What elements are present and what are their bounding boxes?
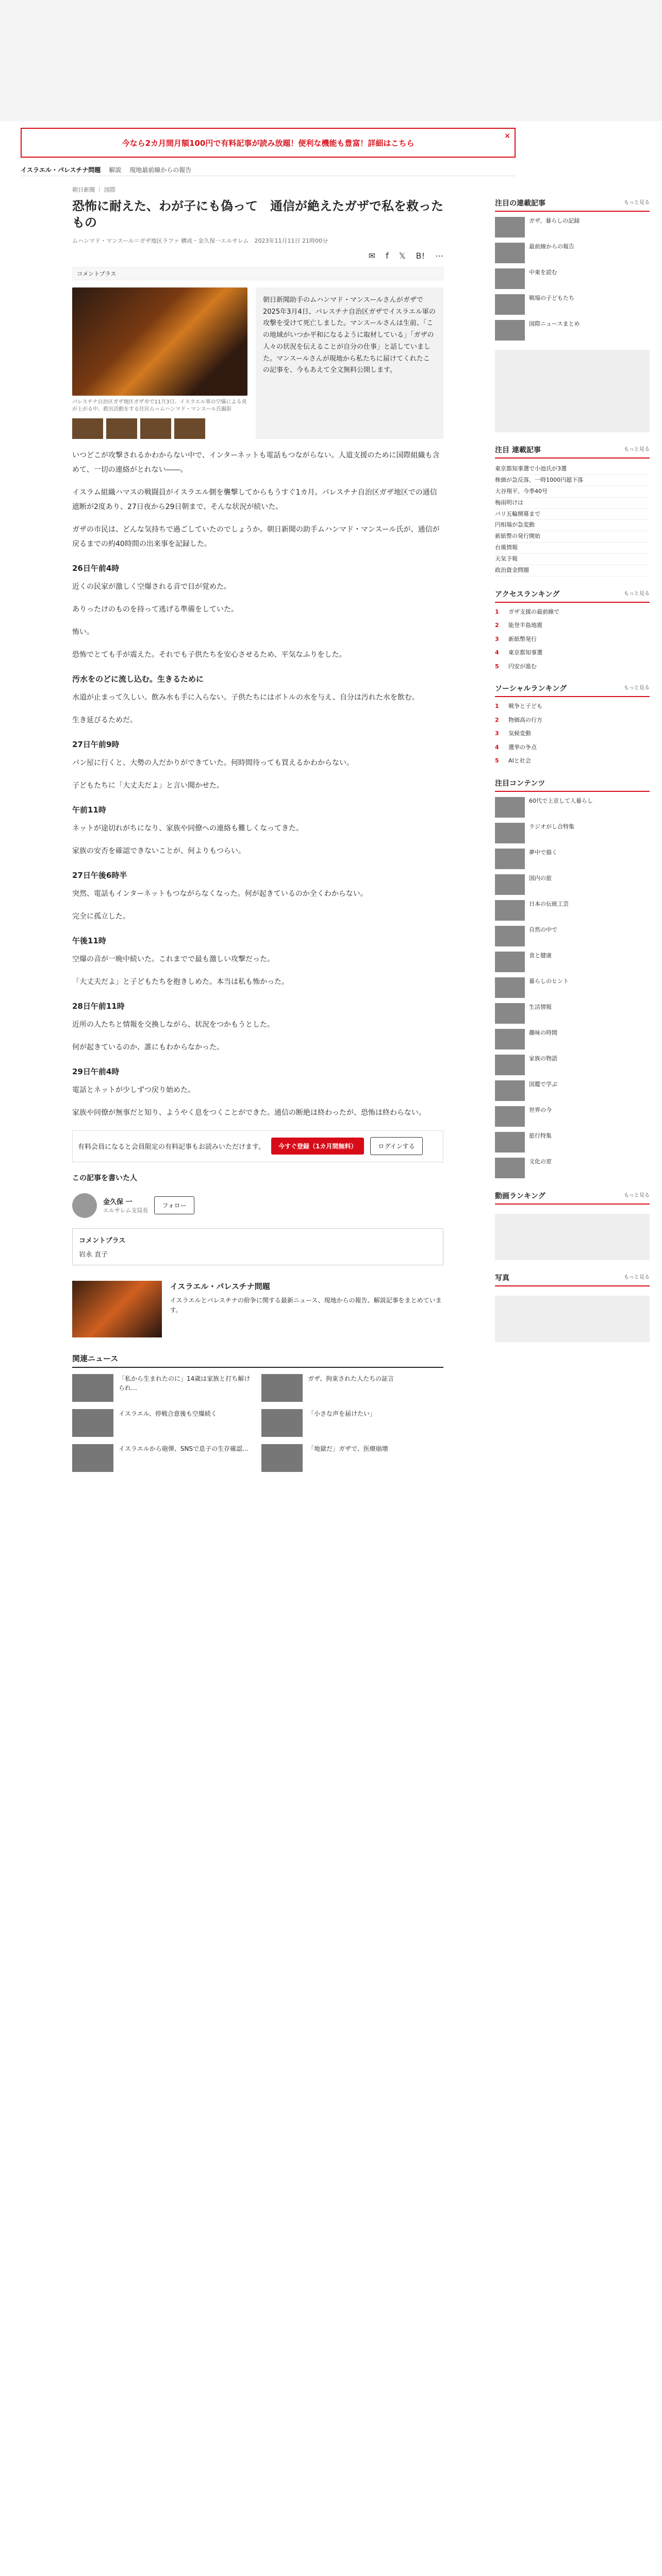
comment-plus-box <box>72 1228 443 1265</box>
related-text[interactable]: 「小さな声を届けたい」 <box>308 1410 376 1417</box>
sidebar-link[interactable]: 梅雨明けは <box>495 498 650 509</box>
sidebar-heading <box>495 445 650 459</box>
related-text[interactable]: ガザ、拘束された人たちの証言 <box>308 1375 394 1382</box>
sidebar-heading <box>495 589 650 603</box>
sidebar-thumb[interactable] <box>495 294 525 315</box>
paragraph: 恐怖でとても手が震えた。それでも子供たちを安心させるため、平気なふりをした。 <box>72 650 346 659</box>
related-text[interactable]: イスラエルから砲弾、SNSで息子の生存確認… <box>119 1445 249 1452</box>
follow-button[interactable]: フォロー <box>154 1196 194 1214</box>
paragraph: 近所の人たちと情報を交換しながら、状況をつかもうとした。 <box>72 1020 274 1029</box>
section-heading: 28日午前11時 <box>72 1001 125 1011</box>
paragraph: 家族の安否を確認できないことが、何よりもつらい。 <box>72 846 245 855</box>
sidebar-ad[interactable] <box>495 350 650 432</box>
related-thumb[interactable] <box>261 1374 303 1402</box>
content-item[interactable] <box>495 1132 650 1153</box>
ranking-text[interactable]: 戦争と子ども <box>508 703 542 710</box>
paragraph: パン屋に行くと、大勢の人だかりができていた。何時間待っても買えるかわからない。 <box>72 758 354 767</box>
ranking-item[interactable] <box>495 716 650 725</box>
sidebar-item-text[interactable]: ガザ、暮らしの記録 <box>529 217 580 224</box>
content-thumb[interactable] <box>495 900 525 921</box>
paragraph: 近くの民家が激しく空爆される音で目が覚めた。 <box>72 582 231 591</box>
breadcrumb-item[interactable]: 解説 <box>109 166 122 174</box>
paragraph: 水道が止まって久しい。飲み水も手に入らない。子供たちにはボトルの水を与え、自分は汚れた水を飲む。 <box>72 693 419 702</box>
photo-thumbs <box>72 418 247 439</box>
content-item[interactable] <box>495 1055 650 1075</box>
content-thumb[interactable] <box>495 1080 525 1101</box>
content-item[interactable] <box>495 849 650 869</box>
related-text[interactable]: 「私から生まれたのに」14歳は家族と打ち解けられ… <box>119 1375 251 1392</box>
sidebar-link[interactable]: 台風情報 <box>495 543 650 554</box>
rank-number: 5 <box>495 663 499 670</box>
sidebar-heading-text: 注目コンテンツ <box>495 779 545 788</box>
content-item[interactable] <box>495 823 650 843</box>
topic-image[interactable] <box>72 1281 162 1337</box>
paragraph: ネットが途切れがちになり、家族や同僚への連絡も難しくなってきた。 <box>72 824 303 833</box>
content-text[interactable]: 趣味の時間 <box>529 1029 557 1036</box>
sidebar-item[interactable] <box>495 320 650 341</box>
lead-section <box>72 287 443 439</box>
photo-caption: パレスチナ自治区ガザ地区ガザ市で11月3日、イスラエル軍の空爆による炎が上がる中、救出活動をする住民ら＝ムハンマド・マンスール氏撮影 <box>72 399 247 412</box>
related-text[interactable]: イスラエル、停戦合意後も空爆続く <box>119 1410 217 1417</box>
content-text[interactable]: 世界の今 <box>529 1106 552 1113</box>
register-button[interactable]: 今すぐ登録（1カ月間無料） <box>271 1138 364 1155</box>
sidebar-thumb[interactable] <box>495 217 525 238</box>
thumb[interactable] <box>140 418 171 439</box>
content-text[interactable]: 食と健康 <box>529 952 552 959</box>
rank-number: 1 <box>495 703 499 710</box>
content-item[interactable] <box>495 1080 650 1101</box>
rank-number: 3 <box>495 730 499 737</box>
lead-photo-block <box>72 287 247 439</box>
section-heading: 午後11時 <box>72 936 106 945</box>
content-text[interactable]: 図鑑で学ぶ <box>529 1080 557 1088</box>
sidebar-link[interactable]: 東京都知事選で小池氏が3選 <box>495 464 650 475</box>
rank-number: 2 <box>495 716 499 723</box>
sidebar-item[interactable] <box>495 294 650 315</box>
more-icon[interactable]: ⋯ <box>435 250 443 261</box>
rank-number: 5 <box>495 757 499 765</box>
paragraph: 電話とネットが少しずつ戻り始めた。 <box>72 1086 195 1094</box>
paragraph: 「大丈夫だよ」と子どもたちを抱きしめた。本当は私も怖かった。 <box>72 977 289 986</box>
register-text: 有料会員になると会員限定の有料記事もお読みいただけます。 <box>78 1143 265 1151</box>
commenter-name[interactable]: 岩永 直子 <box>79 1250 108 1259</box>
paragraph: 突然、電話もインターネットもつながらなくなった。何が起きているのか全くわからない。 <box>72 889 368 898</box>
ranking-item[interactable] <box>495 635 650 644</box>
section-heading: 汚水をのどに流し込む。生きるために <box>72 674 204 684</box>
content-thumb[interactable] <box>495 1029 525 1049</box>
content-thumb[interactable] <box>495 823 525 843</box>
sidebar-item[interactable] <box>495 243 650 263</box>
sidebar-link[interactable]: 株価が急反落、一時1000円超下落 <box>495 475 650 486</box>
content-thumb[interactable] <box>495 1003 525 1024</box>
content-thumb[interactable] <box>495 952 525 972</box>
author-name[interactable]: 金久保 一 <box>103 1198 133 1207</box>
ranking-text[interactable]: ガザ支援の最前線で <box>508 608 559 615</box>
share-bar <box>72 251 443 261</box>
photo-carousel[interactable] <box>495 1296 650 1342</box>
content-text[interactable]: 旅行特集 <box>529 1132 552 1139</box>
section-heading: 26日午前4時 <box>72 563 120 573</box>
login-button[interactable]: ログインする <box>370 1137 422 1155</box>
related-thumb[interactable] <box>72 1444 113 1472</box>
mail-icon[interactable]: ✉ <box>368 250 376 261</box>
section-heading: 27日午前9時 <box>72 739 120 749</box>
related-item[interactable] <box>72 1409 254 1437</box>
sidebar-item-text[interactable]: 戦場の子どもたち <box>529 295 574 301</box>
ranking-text[interactable]: 東京都知事選 <box>508 649 542 656</box>
sidebar-link[interactable]: 政治資金問題 <box>495 565 650 577</box>
paragraph: 家族や同僚が無事だと知り、ようやく息をつくことができた。通信の断絶は終わったが、恐怖は終わらない。 <box>72 1108 426 1117</box>
paragraph: 生き延びるためだ。 <box>72 716 137 724</box>
sidebar-link[interactable]: パリ五輪開幕まで <box>495 509 650 520</box>
sidebar-item-text[interactable]: 最前線からの報告 <box>529 243 574 250</box>
topic-box[interactable] <box>72 1281 443 1337</box>
more-link[interactable]: もっと見る <box>624 447 650 452</box>
breadcrumb-item[interactable]: 現地最前線からの報告 <box>129 166 192 174</box>
comment-plus-title: コメントプラス <box>79 1236 126 1245</box>
sidebar-heading <box>495 778 650 792</box>
sidebar-heading <box>495 198 650 212</box>
section-heading: 29日午前4時 <box>72 1066 120 1076</box>
comment-plus-label[interactable]: コメントプラス <box>77 270 117 277</box>
sidebar <box>495 185 650 1351</box>
more-link[interactable]: もっと見る <box>624 1274 650 1280</box>
lead-photo[interactable] <box>72 287 247 396</box>
related-item[interactable] <box>261 1444 443 1472</box>
sidebar-heading <box>495 1273 650 1286</box>
content-thumb[interactable] <box>495 977 525 998</box>
ranking-item[interactable] <box>495 730 650 738</box>
sidebar-link[interactable]: 新紙幣の発行開始 <box>495 531 650 543</box>
paragraph: ありったけのものを持って逃げる準備をしていた。 <box>72 605 238 614</box>
thumb[interactable] <box>106 418 137 439</box>
sidebar-link[interactable]: 大谷翔平、今季40号 <box>495 486 650 498</box>
sidebar-link[interactable]: 円相場が急変動 <box>495 520 650 531</box>
rank-number: 4 <box>495 743 499 751</box>
content-item[interactable] <box>495 900 650 921</box>
content-thumb[interactable] <box>495 849 525 869</box>
sidebar-thumb[interactable] <box>495 268 525 289</box>
thumb[interactable] <box>174 418 205 439</box>
related-text[interactable]: 「地獄だ」ガザで、医療崩壊 <box>308 1445 388 1452</box>
sidebar-link[interactable]: 天気予報 <box>495 554 650 565</box>
related-thumb[interactable] <box>72 1374 113 1402</box>
content-text[interactable]: 生活情報 <box>529 1003 552 1010</box>
ranking-item[interactable] <box>495 649 650 657</box>
author-avatar[interactable] <box>72 1193 97 1218</box>
topic-text: イスラエルとパレスチナの紛争に関する最新ニュース、現地からの報告、解説記事をまとめています。 <box>170 1296 442 1314</box>
related-item[interactable] <box>72 1444 254 1472</box>
promo-banner[interactable] <box>21 128 516 158</box>
breadcrumb-item[interactable]: イスラエル・パレスチナ問題 <box>21 166 101 174</box>
related-title: 関連ニュース <box>72 1353 443 1368</box>
article-body <box>72 448 443 1120</box>
article-category: 朝日新聞 ｜ 国際 <box>72 187 115 193</box>
content-text[interactable]: 暮らしのヒント <box>529 977 569 985</box>
related-news <box>72 1353 443 1472</box>
author-label: この記事を書いた人 <box>72 1174 137 1182</box>
content-thumb[interactable] <box>495 926 525 946</box>
content-thumb[interactable] <box>495 1132 525 1153</box>
article-main <box>72 185 443 1472</box>
ranking-item[interactable] <box>495 702 650 711</box>
related-thumb[interactable] <box>72 1409 113 1437</box>
ranking-text[interactable]: 円安が進む <box>508 663 537 670</box>
content-item[interactable] <box>495 1029 650 1049</box>
paragraph: いつどこが攻撃されるかわからない中で、インターネットも電話もつながらない。人道支援のために国際組織も含めて、一切の連絡がとれない――。 <box>72 451 440 474</box>
content-item[interactable] <box>495 1158 650 1178</box>
more-link[interactable]: もっと見る <box>624 200 650 206</box>
close-icon[interactable]: × <box>504 132 510 140</box>
content-text[interactable]: 文化の窓 <box>529 1158 552 1165</box>
content-text[interactable]: 60代で上京して人暮らし <box>529 797 593 804</box>
top-gray-area <box>0 0 662 121</box>
ranking-item[interactable] <box>495 757 650 766</box>
sidebar-thumb[interactable] <box>495 320 525 341</box>
content-thumb[interactable] <box>495 1106 525 1127</box>
paragraph: 完全に孤立した。 <box>72 912 130 921</box>
content-text[interactable]: ラジオがし合特集 <box>529 823 574 830</box>
paragraph: イスラム組織ハマスの戦闘員がイスラエル側を襲撃してからもうすぐ1カ月。パレスチナ自治区ガザ地区での通信遮断が2度あり、27日夜から29日朝まで、そんな状況が続いた。 <box>72 488 437 511</box>
author-block <box>72 1193 443 1218</box>
breadcrumb <box>21 164 516 176</box>
related-item[interactable] <box>72 1374 254 1402</box>
content-item[interactable] <box>495 1106 650 1127</box>
more-link[interactable]: もっと見る <box>624 1192 650 1198</box>
article-title: 恐怖に耐えた、わが子にも偽って 通信が絶えたガザで私を救ったもの <box>72 199 443 230</box>
hatena-icon[interactable]: B! <box>416 250 425 261</box>
summary-box: 朝日新聞助手のムハンマド・マンスールさんがガザで2025年3月4日、パレスチナ自治区ガザでイスラエル軍の攻撃を受けて死亡しました。マンスールさんは生前、「この地域がいつか平和になるように取材している」「ガザの人々の状況を伝えることが自分の仕事」と話していました。マンスールさんが現地から私たちに届けてくれたこの記事を、今もあえて全文無料公開します。 <box>256 287 443 439</box>
sidebar-heading-text: 注目の連載記事 <box>495 199 545 208</box>
rank-number: 4 <box>495 649 499 656</box>
content-item[interactable] <box>495 874 650 895</box>
more-link[interactable]: もっと見る <box>624 685 650 691</box>
related-item[interactable] <box>261 1409 443 1437</box>
sidebar-heading <box>495 1191 650 1205</box>
ranking-item[interactable] <box>495 743 650 752</box>
thumb[interactable] <box>72 418 103 439</box>
content-text[interactable]: 自然の中で <box>529 926 557 933</box>
content-thumb[interactable] <box>495 874 525 895</box>
rank-number: 3 <box>495 635 499 642</box>
ranking-item[interactable] <box>495 621 650 630</box>
sidebar-item[interactable] <box>495 268 650 289</box>
ranking-text[interactable]: AIと社会 <box>508 757 531 765</box>
sidebar-heading-text: 注目 連載記事 <box>495 446 541 454</box>
ranking-text[interactable]: 新紙幣発行 <box>508 635 537 642</box>
paragraph: ガザの市民は、どんな気持ちで過ごしていたのでしょうか。朝日新聞の助手ムハンマド・マンスール氏が、通信が戻るまでの約40時間の出来事を記録した。 <box>72 525 440 548</box>
content-item[interactable] <box>495 977 650 998</box>
content-item[interactable] <box>495 1003 650 1024</box>
content-text[interactable]: 日本の伝統工芸 <box>529 900 569 907</box>
paragraph: 子どもたちに「大丈夫だよ」と言い聞かせた。 <box>72 781 224 790</box>
content-text[interactable]: 家族の物語 <box>529 1055 557 1062</box>
ranking-item[interactable] <box>495 663 650 671</box>
section-heading: 27日午後6時半 <box>72 870 127 880</box>
sidebar-heading-text: ソーシャルランキング <box>495 685 567 693</box>
register-bar <box>72 1130 443 1162</box>
x-icon[interactable]: 𝕏 <box>399 250 406 261</box>
sidebar-item-text[interactable]: 中東を読む <box>529 269 557 276</box>
author-title: エルサレム支局長 <box>103 1207 148 1214</box>
ranking-text[interactable]: 選挙の争点 <box>508 743 537 751</box>
section-heading: 午前11時 <box>72 805 106 815</box>
ranking-text[interactable]: 物価高の行方 <box>508 716 542 723</box>
content-item[interactable] <box>495 952 650 972</box>
content-item[interactable] <box>495 797 650 818</box>
sidebar-heading-text: アクセスランキング <box>495 590 560 599</box>
ranking-item[interactable] <box>495 608 650 617</box>
content-thumb[interactable] <box>495 1055 525 1075</box>
facebook-icon[interactable]: f <box>386 250 389 261</box>
article-meta: ムハンマド・マンスール＝ガザ地区ラファ 構成・金久保一エルサレム 2023年11月11日 21時00分 <box>72 237 328 244</box>
content-text[interactable]: 夢中で描く <box>529 849 557 856</box>
sidebar-heading <box>495 683 650 697</box>
paragraph: 何が起きているのか、誰にもわからなかった。 <box>72 1043 224 1052</box>
rank-number: 2 <box>495 622 499 629</box>
sidebar-thumb[interactable] <box>495 243 525 263</box>
more-link[interactable]: もっと見る <box>624 590 650 597</box>
video-carousel[interactable] <box>495 1214 650 1260</box>
related-thumb[interactable] <box>261 1409 303 1437</box>
sidebar-heading-text: 動画ランキング <box>495 1192 545 1200</box>
related-item[interactable] <box>261 1374 443 1402</box>
sidebar-item[interactable] <box>495 217 650 238</box>
ranking-text[interactable]: 能登半島地震 <box>508 622 542 629</box>
promo-text[interactable]: 今なら2カ月間月額100円で有料記事が読み放題！便利な機能も豊富！詳細はこちら <box>122 138 415 148</box>
content-item[interactable] <box>495 926 650 946</box>
sidebar-item-text[interactable]: 国際ニュースまとめ <box>529 320 580 327</box>
rank-number: 1 <box>495 608 499 615</box>
paragraph: 怖い。 <box>72 628 94 636</box>
content-text[interactable]: 国内の旅 <box>529 874 552 882</box>
content-thumb[interactable] <box>495 797 525 818</box>
comment-plus-strip[interactable] <box>72 267 443 280</box>
related-thumb[interactable] <box>261 1444 303 1472</box>
paragraph: 空爆の音が一晩中続いた。これまでで最も激しい攻撃だった。 <box>72 955 274 963</box>
ranking-text[interactable]: 気候変動 <box>508 730 531 737</box>
content-thumb[interactable] <box>495 1158 525 1178</box>
sidebar-heading-text: 写真 <box>495 1274 509 1282</box>
topic-title[interactable]: イスラエル・パレスチナ問題 <box>170 1281 270 1291</box>
